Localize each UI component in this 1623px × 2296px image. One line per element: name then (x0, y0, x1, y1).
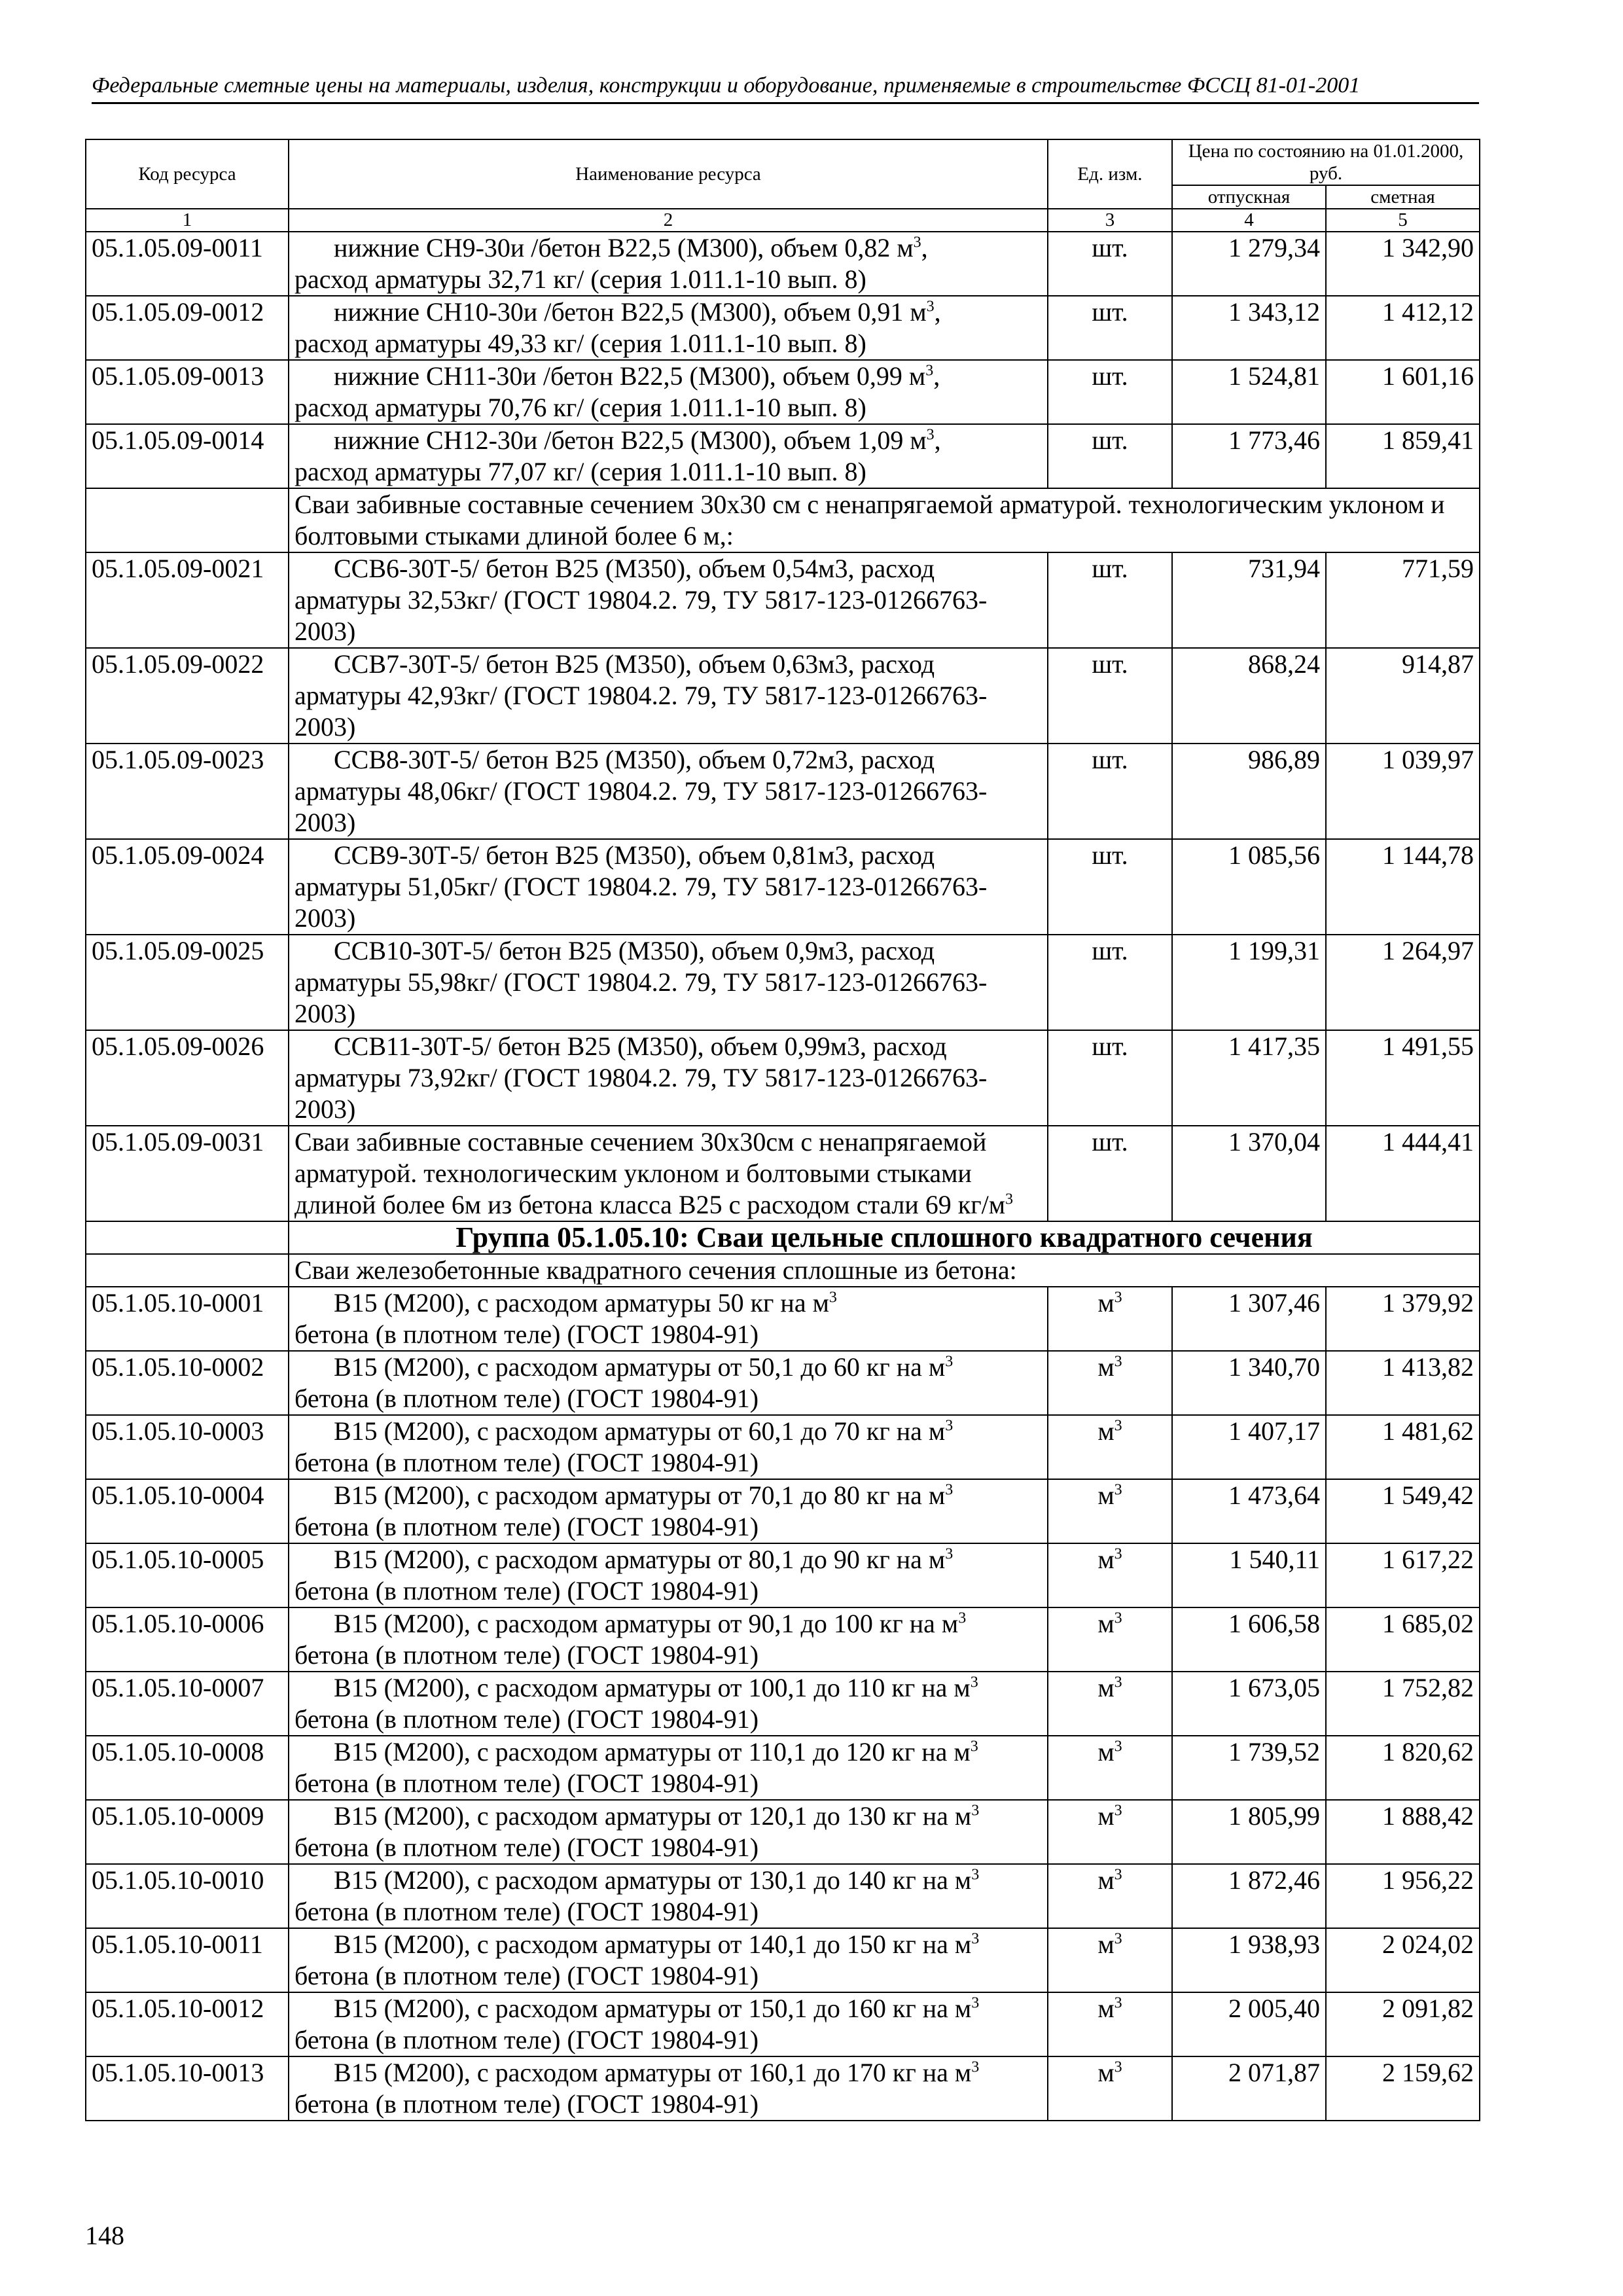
unit-text: м (1097, 1929, 1115, 1959)
resource-name (289, 1736, 1048, 1800)
resource-name-text: В15 (М200), с расходом арматуры от 60,1 до 70 кг на м (334, 1416, 946, 1446)
price-estimate: 1 859,41 (1326, 424, 1480, 488)
empty-code-cell (86, 1254, 289, 1287)
resource-name-superscript: 3 (958, 1609, 967, 1627)
resource-name-continuation: арматуры 55,98кг/ (ГОСТ 19804.2. 79, ТУ 5817-123-01266763-2003) (294, 967, 988, 1028)
unit-text: м (1097, 1288, 1115, 1318)
unit-of-measure (1048, 1415, 1172, 1479)
resource-name-first-line (294, 935, 1042, 967)
section-description: Сваи железобетонные квадратного сечения сплошные из бетона: (289, 1254, 1480, 1287)
column-number: 3 (1048, 209, 1172, 232)
unit-text: шт. (1092, 745, 1128, 774)
running-header: Федеральные сметные цены на материалы, изделия, конструкции и оборудование, применяемые в строительстве ФССЦ 81-01-2001 (92, 73, 1479, 104)
price-release: 1 417,35 (1172, 1030, 1326, 1126)
resource-name-continuation: бетона (в плотном теле) (ГОСТ 19804-91) (294, 1384, 759, 1413)
resource-name-continuation: бетона (в плотном теле) (ГОСТ 19804-91) (294, 1704, 759, 1734)
resource-name-first-line (294, 840, 1042, 871)
resource-name-text: нижние СН11-30и /бетон В22,5 (М300), объем 0,99 м (334, 361, 926, 391)
resource-name-text: В15 (М200), с расходом арматуры 50 кг на м (334, 1288, 829, 1318)
unit-of-measure (1048, 1351, 1172, 1415)
resource-name-continuation: арматуры 51,05кг/ (ГОСТ 19804.2. 79, ТУ 5817-123-01266763-2003) (294, 872, 988, 933)
table-row (86, 1864, 1480, 1928)
resource-name-continuation: расход арматуры 49,33 кг/ (серия 1.011.1-10 вып. 8) (294, 329, 866, 358)
resource-name-text: В15 (М200), с расходом арматуры от 130,1 до 140 кг на м (334, 1865, 972, 1895)
price-release: 2 005,40 (1172, 1992, 1326, 2056)
resource-code: 05.1.05.10-0004 (86, 1479, 289, 1543)
resource-name-superscript: 3 (945, 1481, 954, 1499)
resource-name (289, 1415, 1048, 1479)
resource-code: 05.1.05.09-0023 (86, 744, 289, 839)
header-price-estimate: сметная (1326, 185, 1480, 209)
resource-name-first-line (294, 1929, 1042, 1960)
unit-of-measure (1048, 1607, 1172, 1672)
unit-of-measure (1048, 1479, 1172, 1543)
price-estimate: 1 549,42 (1326, 1479, 1480, 1543)
resource-name-text: В15 (М200), с расходом арматуры от 100,1 до 110 кг на м (334, 1673, 971, 1702)
table-row (86, 1672, 1480, 1736)
column-number: 2 (289, 209, 1048, 232)
table-row (86, 1351, 1480, 1415)
resource-name-superscript: 3 (926, 298, 935, 315)
price-release: 1 805,99 (1172, 1800, 1326, 1864)
table-row (86, 1479, 1480, 1543)
unit-text: м (1097, 1737, 1115, 1767)
resource-name-text: В15 (М200), с расходом арматуры от 150,1 до 160 кг на м (334, 1994, 972, 2023)
price-estimate: 1 888,42 (1326, 1800, 1480, 1864)
column-number: 5 (1326, 209, 1480, 232)
resource-name-first-line (294, 553, 1042, 584)
unit-superscript: 3 (1114, 1353, 1122, 1371)
resource-name-first-line (294, 1672, 1042, 1704)
unit-of-measure (1048, 648, 1172, 744)
unit-of-measure (1048, 935, 1172, 1030)
resource-name-superscript: 3 (926, 426, 935, 444)
header-price-release: отпускная (1172, 185, 1326, 209)
resource-code: 05.1.05.10-0011 (86, 1928, 289, 1992)
resource-name-first-line (294, 296, 1042, 328)
table-row (86, 1543, 1480, 1607)
unit-text: шт. (1092, 554, 1128, 583)
section-row (86, 1254, 1480, 1287)
resource-name-first-line (294, 1608, 1042, 1640)
resource-name-superscript: 3 (971, 1930, 980, 1948)
resource-name (289, 1928, 1048, 1992)
unit-text: м (1097, 1994, 1115, 2023)
price-estimate: 1 039,97 (1326, 744, 1480, 839)
resource-name (289, 648, 1048, 744)
resource-name-first-line (294, 1993, 1042, 2024)
column-number: 4 (1172, 209, 1326, 232)
unit-of-measure (1048, 1800, 1172, 1864)
resource-name-continuation: бетона (в плотном теле) (ГОСТ 19804-91) (294, 1833, 759, 1862)
resource-name-text: В15 (М200), с расходом арматуры от 110,1 до 120 кг на м (334, 1737, 971, 1767)
resource-name-continuation: арматуры 32,53кг/ (ГОСТ 19804.2. 79, ТУ 5817-123-01266763-2003) (294, 585, 988, 646)
price-table (85, 139, 1480, 2121)
resource-name-text: В15 (М200), с расходом арматуры от 90,1 до 100 кг на м (334, 1609, 959, 1638)
resource-name-superscript: 3 (1005, 1191, 1014, 1208)
resource-name (289, 232, 1048, 296)
table-row (86, 1415, 1480, 1479)
resource-name-first-line (294, 361, 1042, 392)
unit-of-measure (1048, 1992, 1172, 2056)
resource-code: 05.1.05.10-0012 (86, 1992, 289, 2056)
resource-name-continuation: расход арматуры 32,71 кг/ (серия 1.011.1-10 вып. 8) (294, 264, 866, 294)
price-release: 1 307,46 (1172, 1287, 1326, 1351)
resource-name-continuation: расход арматуры 70,76 кг/ (серия 1.011.1-10 вып. 8) (294, 393, 866, 422)
unit-of-measure (1048, 839, 1172, 935)
price-estimate: 1 752,82 (1326, 1672, 1480, 1736)
group-row (86, 1221, 1480, 1254)
unit-text: м (1097, 1673, 1115, 1702)
table-row (86, 1736, 1480, 1800)
resource-name-continuation: бетона (в плотном теле) (ГОСТ 19804-91) (294, 1448, 759, 1477)
resource-name (289, 1672, 1048, 1736)
resource-name-superscript: 3 (925, 362, 934, 380)
unit-superscript: 3 (1114, 2058, 1122, 2076)
resource-name-first-line (294, 1031, 1042, 1062)
price-release: 1 872,46 (1172, 1864, 1326, 1928)
resource-name-superscript: 3 (913, 234, 921, 251)
unit-superscript: 3 (1114, 1417, 1122, 1435)
table-row (86, 1800, 1480, 1864)
price-release: 1 606,58 (1172, 1607, 1326, 1672)
resource-name-text: В15 (М200), с расходом арматуры от 70,1 до 80 кг на м (334, 1480, 946, 1510)
unit-of-measure (1048, 2056, 1172, 2121)
price-release: 1 370,04 (1172, 1126, 1326, 1221)
unit-text: м (1097, 1545, 1115, 1574)
resource-name-continuation: бетона (в плотном теле) (ГОСТ 19804-91) (294, 2025, 759, 2054)
table-row (86, 839, 1480, 935)
price-estimate: 1 444,41 (1326, 1126, 1480, 1221)
resource-code: 05.1.05.10-0009 (86, 1800, 289, 1864)
resource-name-continuation: бетона (в плотном теле) (ГОСТ 19804-91) (294, 1640, 759, 1670)
resource-name-comma: , (921, 233, 928, 262)
resource-name (289, 1543, 1048, 1607)
resource-name-text: В15 (М200), с расходом арматуры от 80,1 до 90 кг на м (334, 1545, 946, 1574)
table-row (86, 552, 1480, 648)
resource-name-continuation: бетона (в плотном теле) (ГОСТ 19804-91) (294, 1768, 759, 1798)
price-release: 1 739,52 (1172, 1736, 1326, 1800)
unit-text: м (1097, 1480, 1115, 1510)
table-row (86, 2056, 1480, 2121)
unit-of-measure (1048, 424, 1172, 488)
resource-name-text: ССВ9-30Т-5/ бетон В25 (М350), объем 0,81м3, расход (334, 840, 935, 870)
resource-name-continuation: бетона (в плотном теле) (ГОСТ 19804-91) (294, 2089, 759, 2119)
resource-name-first-line (294, 1544, 1042, 1575)
price-estimate: 1 264,97 (1326, 935, 1480, 1030)
unit-text: м (1097, 1609, 1115, 1638)
resource-name (289, 744, 1048, 839)
unit-text: шт. (1092, 936, 1128, 965)
unit-of-measure (1048, 232, 1172, 296)
unit-superscript: 3 (1114, 1738, 1122, 1755)
price-estimate: 1 413,82 (1326, 1351, 1480, 1415)
resource-name-first-line (294, 1736, 1042, 1768)
resource-name-first-line (294, 649, 1042, 680)
resource-name (289, 1607, 1048, 1672)
resource-name (289, 1287, 1048, 1351)
unit-text: шт. (1092, 425, 1128, 455)
unit-superscript: 3 (1114, 1545, 1122, 1563)
unit-superscript: 3 (1114, 1866, 1122, 1884)
empty-code-cell (86, 488, 289, 552)
resource-name-text: В15 (М200), с расходом арматуры от 50,1 до 60 кг на м (334, 1352, 946, 1382)
table-row (86, 1607, 1480, 1672)
unit-text: шт. (1092, 361, 1128, 391)
header-code: Код ресурса (86, 139, 289, 209)
resource-name-continuation: бетона (в плотном теле) (ГОСТ 19804-91) (294, 1319, 759, 1349)
column-number: 1 (86, 209, 289, 232)
unit-superscript: 3 (1114, 1802, 1122, 1820)
unit-of-measure (1048, 1543, 1172, 1607)
resource-name (289, 1864, 1048, 1928)
price-release: 1 938,93 (1172, 1928, 1326, 1992)
table-body (86, 232, 1480, 2121)
unit-text: м (1097, 1801, 1115, 1831)
header-name: Наименование ресурса (289, 139, 1048, 209)
resource-name-superscript: 3 (970, 1738, 978, 1755)
resource-name-text: ССВ10-30Т-5/ бетон В25 (М350), объем 0,9м3, расход (334, 936, 935, 965)
resource-name-text: Сваи забивные составные сечением 30х30см с ненапрягаемой арматурой. технологическим уклоном и болтовыми стыками длиной более 6м из бетона класса В25 с расходом стали 69 кг/м (294, 1127, 1006, 1219)
page-number: 148 (85, 2221, 124, 2250)
unit-of-measure (1048, 360, 1172, 424)
resource-code: 05.1.05.10-0013 (86, 2056, 289, 2121)
resource-name (289, 935, 1048, 1030)
unit-text: шт. (1092, 1031, 1128, 1061)
resource-code: 05.1.05.10-0003 (86, 1415, 289, 1479)
resource-name-first-line (294, 232, 1042, 264)
table-row (86, 296, 1480, 360)
resource-name-text: В15 (М200), с расходом арматуры от 160,1 до 170 кг на м (334, 2058, 972, 2087)
price-estimate: 1 617,22 (1326, 1543, 1480, 1607)
table-row (86, 1928, 1480, 1992)
unit-of-measure (1048, 1736, 1172, 1800)
group-title: Группа 05.1.05.10: Сваи цельные сплошного квадратного сечения (289, 1221, 1480, 1254)
resource-name-text: нижние СН10-30и /бетон В22,5 (М300), объем 0,91 м (334, 297, 927, 327)
resource-code: 05.1.05.09-0024 (86, 839, 289, 935)
price-release: 1 540,11 (1172, 1543, 1326, 1607)
unit-text: шт. (1092, 649, 1128, 679)
price-estimate: 1 685,02 (1326, 1607, 1480, 1672)
table-row (86, 1030, 1480, 1126)
resource-code: 05.1.05.10-0008 (86, 1736, 289, 1800)
price-estimate: 2 159,62 (1326, 2056, 1480, 2121)
price-estimate: 1 481,62 (1326, 1415, 1480, 1479)
price-release: 731,94 (1172, 552, 1326, 648)
table-row (86, 935, 1480, 1030)
resource-name-first-line (294, 1416, 1042, 1447)
resource-name-text: нижние СН12-30и /бетон В22,5 (М300), объем 1,09 м (334, 425, 927, 455)
price-release: 986,89 (1172, 744, 1326, 839)
resource-name-text: ССВ11-30Т-5/ бетон В25 (М350), объем 0,99м3, расход (334, 1031, 947, 1061)
table-row (86, 360, 1480, 424)
resource-name-continuation: расход арматуры 77,07 кг/ (серия 1.011.1-10 вып. 8) (294, 457, 866, 486)
resource-name-first-line (294, 1865, 1042, 1896)
resource-name-text: ССВ7-30Т-5/ бетон В25 (М350), объем 0,63м3, расход (334, 649, 935, 679)
price-estimate: 2 024,02 (1326, 1928, 1480, 1992)
price-release: 1 343,12 (1172, 296, 1326, 360)
resource-name (289, 839, 1048, 935)
resource-name (289, 552, 1048, 648)
table-row (86, 1992, 1480, 2056)
resource-name (289, 1992, 1048, 2056)
price-release: 1 407,17 (1172, 1415, 1326, 1479)
resource-name-superscript: 3 (945, 1545, 954, 1563)
column-numbers-row (86, 209, 1480, 232)
unit-superscript: 3 (1114, 1481, 1122, 1499)
resource-code: 05.1.05.09-0031 (86, 1126, 289, 1221)
table-row (86, 744, 1480, 839)
resource-name (289, 2056, 1048, 2121)
unit-text: м (1097, 1865, 1115, 1895)
table-row (86, 232, 1480, 296)
resource-name-continuation: бетона (в плотном теле) (ГОСТ 19804-91) (294, 1897, 759, 1926)
price-estimate: 1 412,12 (1326, 296, 1480, 360)
section-description: Сваи забивные составные сечением 30х30 см с ненапрягаемой арматурой. технологическим уклоном и болтовыми стыками длиной более 6 м,: (289, 488, 1480, 552)
resource-name-first-line (294, 1801, 1042, 1832)
unit-text: шт. (1092, 840, 1128, 870)
resource-name (289, 1800, 1048, 1864)
resource-code: 05.1.05.10-0001 (86, 1287, 289, 1351)
unit-superscript: 3 (1114, 1994, 1122, 2012)
unit-of-measure (1048, 744, 1172, 839)
unit-of-measure (1048, 1126, 1172, 1221)
price-estimate: 1 379,92 (1326, 1287, 1480, 1351)
price-release: 1 673,05 (1172, 1672, 1326, 1736)
price-estimate: 1 601,16 (1326, 360, 1480, 424)
price-estimate: 1 956,22 (1326, 1864, 1480, 1928)
header-unit: Ед. изм. (1048, 139, 1172, 209)
resource-name-text: ССВ8-30Т-5/ бетон В25 (М350), объем 0,72м3, расход (334, 745, 935, 774)
price-estimate: 1 491,55 (1326, 1030, 1480, 1126)
table-row (86, 1287, 1480, 1351)
table-row (86, 1126, 1480, 1221)
resource-name-superscript: 3 (971, 2058, 980, 2076)
resource-name-superscript: 3 (945, 1417, 954, 1435)
unit-of-measure (1048, 296, 1172, 360)
resource-name-text: В15 (М200), с расходом арматуры от 140,1 до 150 кг на м (334, 1929, 972, 1959)
resource-code: 05.1.05.09-0012 (86, 296, 289, 360)
resource-code: 05.1.05.10-0005 (86, 1543, 289, 1607)
resource-name-comma: , (934, 297, 941, 327)
resource-name (289, 360, 1048, 424)
table-row (86, 648, 1480, 744)
table-row (86, 424, 1480, 488)
price-estimate: 2 091,82 (1326, 1992, 1480, 2056)
unit-text: м (1097, 1352, 1115, 1382)
resource-name-first-line (294, 2057, 1042, 2089)
unit-text: м (1097, 2058, 1115, 2087)
resource-name (289, 1126, 1048, 1221)
unit-text: м (1097, 1416, 1115, 1446)
resource-name-comma: , (933, 361, 940, 391)
resource-name-continuation: арматуры 48,06кг/ (ГОСТ 19804.2. 79, ТУ 5817-123-01266763-2003) (294, 776, 988, 837)
price-estimate: 1 144,78 (1326, 839, 1480, 935)
unit-of-measure (1048, 1030, 1172, 1126)
resource-name (289, 1030, 1048, 1126)
resource-code: 05.1.05.09-0025 (86, 935, 289, 1030)
resource-name-text: ССВ6-30Т-5/ бетон В25 (М350), объем 0,54м3, расход (334, 554, 935, 583)
resource-code: 05.1.05.09-0011 (86, 232, 289, 296)
resource-name-superscript: 3 (945, 1353, 954, 1371)
resource-name-comma: , (934, 425, 941, 455)
resource-code: 05.1.05.09-0014 (86, 424, 289, 488)
price-release: 1 279,34 (1172, 232, 1326, 296)
unit-text: шт. (1092, 297, 1128, 327)
unit-of-measure (1048, 552, 1172, 648)
price-estimate: 1 820,62 (1326, 1736, 1480, 1800)
header-price: Цена по состоянию на 01.01.2000, руб. (1172, 139, 1480, 185)
unit-text: шт. (1092, 233, 1128, 262)
resource-name (289, 424, 1048, 488)
price-estimate: 1 342,90 (1326, 232, 1480, 296)
resource-name-superscript: 3 (971, 1802, 980, 1820)
price-release: 1 473,64 (1172, 1479, 1326, 1543)
resource-name-continuation: арматуры 42,93кг/ (ГОСТ 19804.2. 79, ТУ 5817-123-01266763-2003) (294, 681, 988, 742)
resource-code: 05.1.05.09-0021 (86, 552, 289, 648)
resource-name (289, 1351, 1048, 1415)
resource-name-first-line (294, 1287, 1042, 1319)
unit-of-measure (1048, 1864, 1172, 1928)
resource-name-first-line (294, 1352, 1042, 1383)
resource-name-text: нижние СН9-30и /бетон В22,5 (М300), объем 0,82 м (334, 233, 914, 262)
resource-name (289, 296, 1048, 360)
resource-name-continuation: бетона (в плотном теле) (ГОСТ 19804-91) (294, 1576, 759, 1605)
resource-name-superscript: 3 (971, 1994, 980, 2012)
resource-name-first-line (294, 1480, 1042, 1511)
price-release: 1 199,31 (1172, 935, 1326, 1030)
section-row (86, 488, 1480, 552)
unit-superscript: 3 (1114, 1289, 1122, 1306)
resource-code: 05.1.05.10-0006 (86, 1607, 289, 1672)
resource-name-continuation: бетона (в плотном теле) (ГОСТ 19804-91) (294, 1961, 759, 1990)
resource-name-continuation: арматуры 73,92кг/ (ГОСТ 19804.2. 79, ТУ 5817-123-01266763-2003) (294, 1063, 988, 1124)
resource-code: 05.1.05.10-0002 (86, 1351, 289, 1415)
resource-code: 05.1.05.09-0013 (86, 360, 289, 424)
price-release: 868,24 (1172, 648, 1326, 744)
resource-name-superscript: 3 (829, 1289, 837, 1306)
resource-name-text: В15 (М200), с расходом арматуры от 120,1 до 130 кг на м (334, 1801, 972, 1831)
resource-name-superscript: 3 (971, 1866, 980, 1884)
resource-name-first-line (294, 425, 1042, 456)
resource-code: 05.1.05.10-0007 (86, 1672, 289, 1736)
unit-of-measure (1048, 1672, 1172, 1736)
unit-text: шт. (1092, 1127, 1128, 1157)
unit-superscript: 3 (1114, 1609, 1122, 1627)
unit-of-measure (1048, 1287, 1172, 1351)
resource-name-superscript: 3 (970, 1674, 978, 1691)
resource-name-continuation: бетона (в плотном теле) (ГОСТ 19804-91) (294, 1512, 759, 1541)
price-release: 1 773,46 (1172, 424, 1326, 488)
price-release: 1 085,56 (1172, 839, 1326, 935)
resource-name-first-line (294, 744, 1042, 776)
price-release: 1 524,81 (1172, 360, 1326, 424)
resource-code: 05.1.05.09-0022 (86, 648, 289, 744)
unit-superscript: 3 (1114, 1930, 1122, 1948)
resource-name (289, 1479, 1048, 1543)
unit-superscript: 3 (1114, 1674, 1122, 1691)
resource-code: 05.1.05.09-0026 (86, 1030, 289, 1126)
price-estimate: 914,87 (1326, 648, 1480, 744)
price-release: 1 340,70 (1172, 1351, 1326, 1415)
price-estimate: 771,59 (1326, 552, 1480, 648)
price-release: 2 071,87 (1172, 2056, 1326, 2121)
resource-code: 05.1.05.10-0010 (86, 1864, 289, 1928)
empty-code-cell (86, 1221, 289, 1254)
unit-of-measure (1048, 1928, 1172, 1992)
